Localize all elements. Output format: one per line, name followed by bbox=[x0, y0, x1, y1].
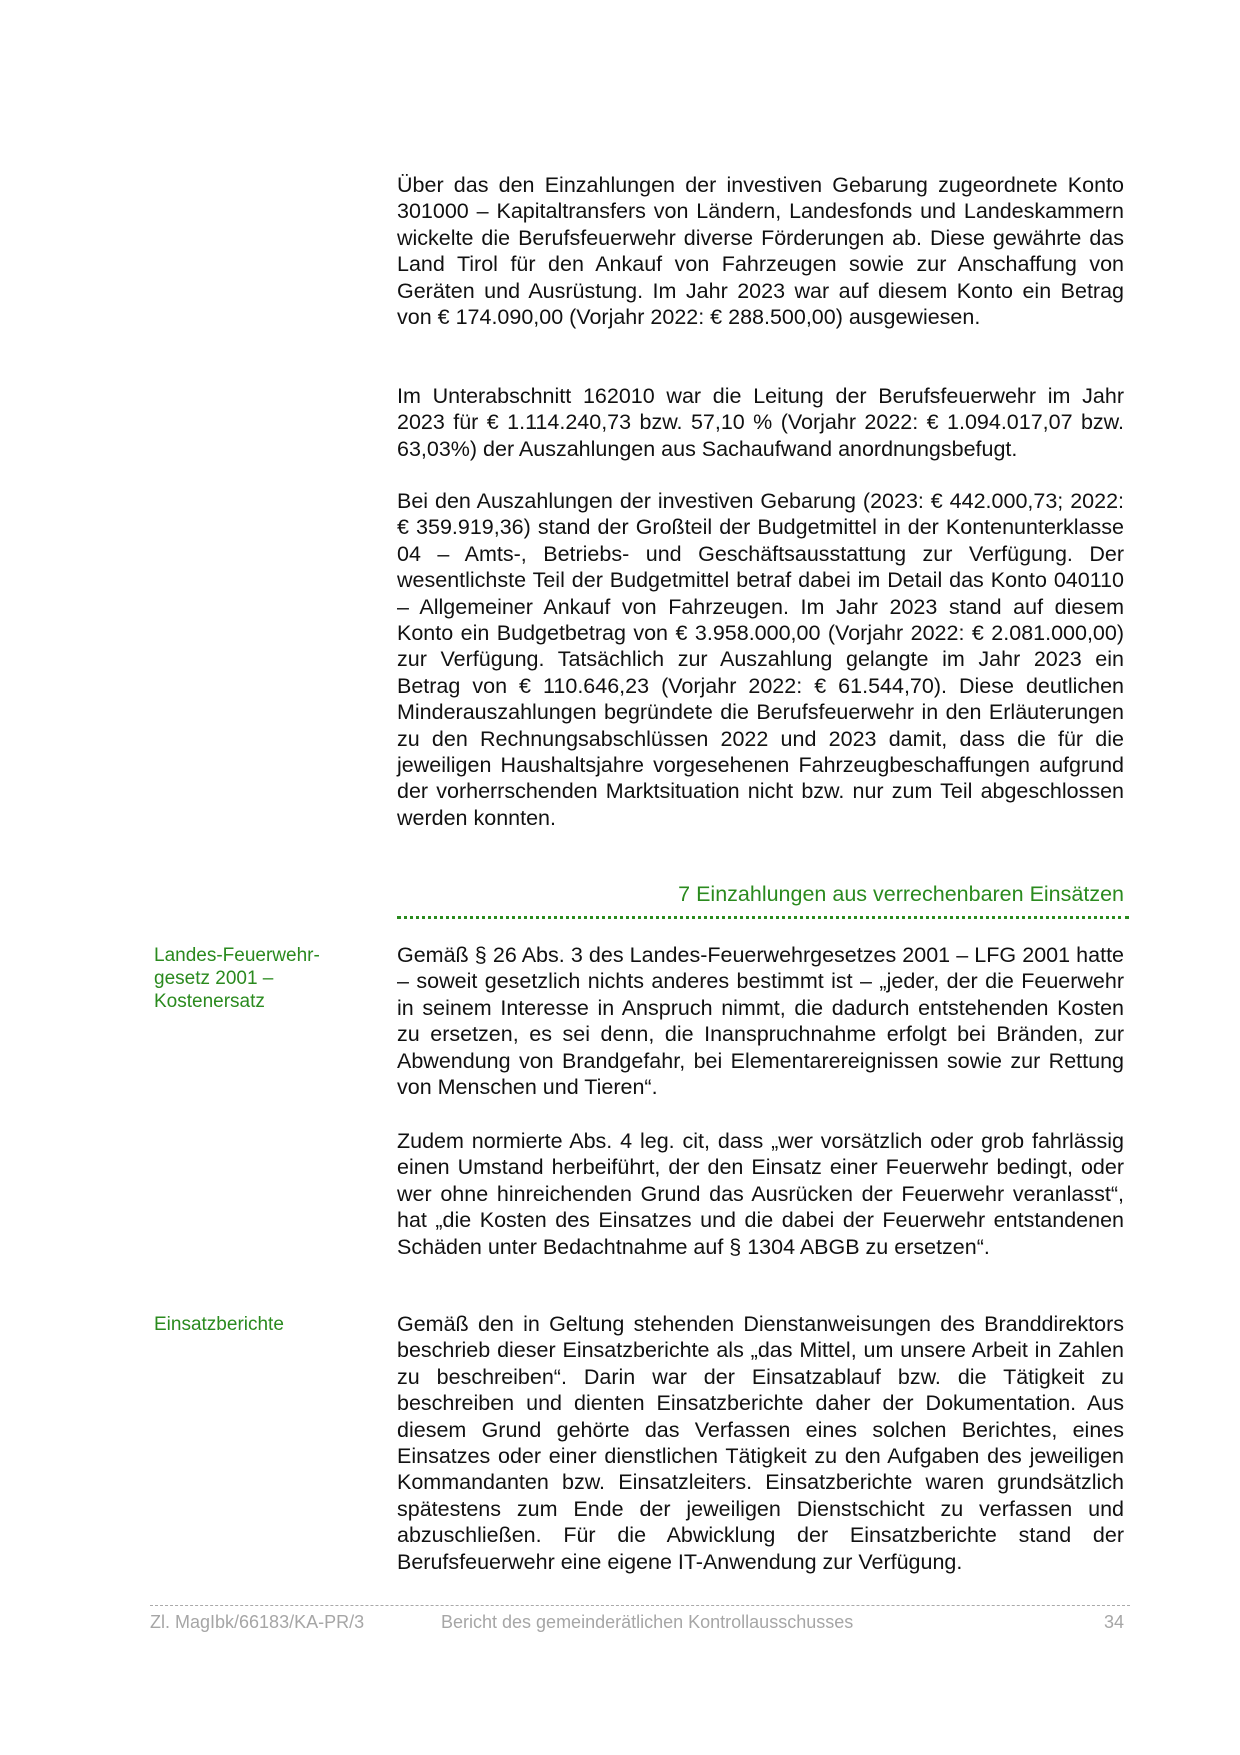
paragraph-unterabschnitt-162010: Im Unterabschnitt 162010 war die Leitung der Berufsfeuerwehr im Jahr 2023 für € 1.114.240,73 bzw. 57,10 % (Vorjahr 2022: € 1.094.017,07 bzw. 63,03%) der Auszahlungen aus Sachaufwand anordnungsbefugt. bbox=[397, 384, 1124, 461]
footer-page-number: 34 bbox=[1103, 1612, 1124, 1632]
margin-note-line: Landes-Feuerwehr- bbox=[154, 945, 320, 966]
footer-reference: Zl. MagIbk/66183/KA-PR/3 bbox=[150, 1612, 365, 1632]
paragraph-konto-301000: Über das den Einzahlungen der investiven Gebarung zugeordnete Konto 301000 – Kapitaltransfers von Ländern, Landesfonds und Landeskammern wickelte die Berufsfeuerwehr diverse Förderungen ab. Diese gewährte das Land Tirol für den Ankauf von Fahrzeugen sowie zur Anschaffung von Geräten und Ausrüstung. Im Jahr 2023 war auf diesem Konto ein Betrag von € 174.090,00 (Vorjahr 2022: € 288.500,00) ausgewiesen. bbox=[397, 173, 1124, 330]
footer-dashed-rule bbox=[150, 1605, 1130, 1606]
paragraph-einsatzberichte: Gemäß den in Geltung stehenden Dienstanweisungen des Branddirektors beschrieb dieser Einsatzberichte als „das Mittel, um unsere Arbeit in Zahlen zu beschreiben“. Darin war der Einsatzablauf bzw. die Tätigkeit zu beschreiben und dienten Einsatzberichte daher der Dokumentation. Aus diesem Grund gehörte das Verfassen eines solchen Berichtes, eines Einsatzes oder einer dienstlichen Tätigkeit zu den Aufgaben des jeweiligen Kommandanten bzw. Einsatzleiters. Einsatzberichte waren grundsätzlich spätestens zum Ende der jeweiligen Dienstschicht zu verfassen und abzuschließen. Für die Abwicklung der Einsatzberichte stand der Berufsfeuerwehr eine eigene IT-Anwendung zur Verfügung. bbox=[397, 1312, 1124, 1574]
paragraph-investive-gebarung: Bei den Auszahlungen der investiven Gebarung (2023: € 442.000,73; 2022: € 359.919,36) stand der Großteil der Budgetmittel in der Kontenunterklasse 04 – Amts-, Betriebs- und Geschäftsausstattung zur Verfügung. Der wesentlichste Teil der Budgetmittel betraf dabei im Detail das Konto 040110 – Allgemeiner Ankauf von Fahrzeugen. Im Jahr 2023 stand auf diesem Konto ein Budgetbetrag von € 3.958.000,00 (Vorjahr 2022: € 2.081.000,00) zur Verfügung. Tatsächlich zur Auszahlung gelangte im Jahr 2023 ein Betrag von € 110.646,23 (Vorjahr 2022: € 61.544,70). Diese deutlichen Minderauszahlungen begründete die Berufsfeuerwehr in den Erläuterungen zu den Rechnungsabschlüssen 2022 und 2023 damit, dass die für die jeweiligen Haushaltsjahre vorgesehenen Fahrzeugbeschaffungen aufgrund der vorherrschenden Marktsituation nicht bzw. nur zum Teil abgeschlossen werden konnten. bbox=[397, 489, 1124, 830]
margin-note-lfg-kostenersatz bbox=[154, 944, 354, 1013]
margin-note-line: Kostenersatz bbox=[154, 991, 265, 1012]
section-heading: 7 Einzahlungen aus verrechenbaren Einsätzen bbox=[678, 882, 1124, 906]
margin-note-line: gesetz 2001 – bbox=[154, 968, 274, 989]
margin-note-einsatzberichte: Einsatzberichte bbox=[154, 1314, 284, 1335]
paragraph-lfg-abs4: Zudem normierte Abs. 4 leg. cit, dass „wer vorsätzlich oder grob fahrlässig einen Umstand herbeiführt, der den Einsatz einer Feuerwehr bedingt, oder wer ohne hinreichenden Grund das Ausrücken der Feuerwehr veranlasst“, hat „die Kosten des Einsatzes und die dabei der Feuerwehr entstandenen Schäden unter Bedachtnahme auf § 1304 ABGB zu ersetzen“. bbox=[397, 1129, 1124, 1259]
paragraph-lfg-abs3: Gemäß § 26 Abs. 3 des Landes-Feuerwehrgesetzes 2001 – LFG 2001 hatte – soweit gesetzlich nichts anderes bestimmt ist – „jeder, der die Feuerwehr in seinem Interesse in Anspruch nimmt, die dadurch entstehenden Kosten zu ersetzen, es sei denn, die Inanspruchnahme erfolgt bei Bränden, zur Abwendung von Brandgefahr, bei Elementarereignissen sowie zur Rettung von Menschen und Tieren“. bbox=[397, 943, 1124, 1100]
heading-dotted-rule bbox=[397, 916, 1129, 919]
footer-report-title: Bericht des gemeinderätlichen Kontrollausschusses bbox=[441, 1612, 854, 1632]
